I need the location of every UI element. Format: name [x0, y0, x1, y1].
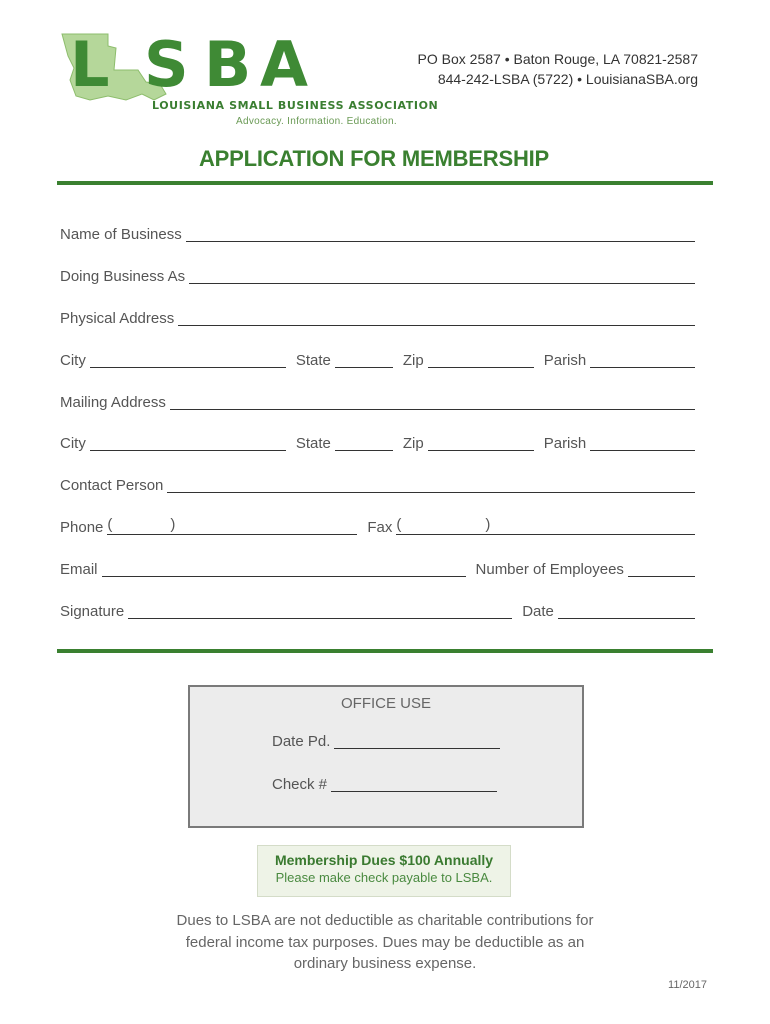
revision-date: 11/2017 — [668, 979, 707, 991]
state-label: State — [295, 435, 331, 452]
date-label: Date — [522, 603, 554, 620]
tax-note — [0, 910, 770, 975]
date-paid-label: Date Pd. — [272, 733, 331, 750]
zip-label: Zip — [402, 352, 424, 369]
date-paid-row — [272, 733, 500, 751]
phone-field[interactable] — [107, 518, 357, 535]
logo-letter-b: B — [204, 28, 252, 101]
city-label: City — [60, 435, 86, 452]
mailing-address-field[interactable] — [170, 395, 695, 410]
logo-letter-l: L — [70, 28, 110, 101]
signature-date-row — [60, 599, 695, 621]
email-field[interactable] — [102, 562, 466, 577]
parish-field[interactable] — [590, 353, 695, 368]
check-number-field[interactable] — [331, 777, 497, 792]
doing-business-as-row — [60, 264, 695, 286]
city-field[interactable] — [90, 353, 286, 368]
physical-address-row — [60, 306, 695, 328]
tax-note-line-3: ordinary business expense. — [293, 955, 477, 972]
office-use-heading: OFFICE USE — [340, 695, 431, 712]
signature-field[interactable] — [128, 604, 512, 619]
state-field[interactable] — [335, 353, 393, 368]
dues-title: Membership Dues $100 Annually — [274, 852, 494, 868]
name-of-business-label: Name of Business — [60, 226, 182, 243]
contact-person-label: Contact Person — [60, 477, 164, 494]
phone-label: Phone — [60, 519, 104, 536]
fax-area-open: ( — [396, 516, 402, 533]
parish-field[interactable] — [590, 436, 695, 451]
logo-subtitle: LOUISIANA SMALL BUSINESS ASSOCIATION — [152, 99, 439, 112]
doing-business-as-label: Doing Business As — [60, 268, 186, 285]
city-field[interactable] — [90, 436, 286, 451]
state-label: State — [295, 352, 331, 369]
check-number-row — [272, 776, 497, 794]
city-label: City — [60, 352, 86, 369]
mailing-city-row — [60, 431, 695, 453]
logo-tagline: Advocacy. Information. Education. — [236, 116, 397, 127]
logo-letter-a: A — [260, 28, 308, 101]
email-employees-row — [60, 557, 695, 579]
dues-subtitle: Please make check payable to LSBA. — [275, 870, 493, 885]
zip-label: Zip — [402, 435, 424, 452]
office-use-box — [188, 685, 584, 828]
phone-area-open: ( — [107, 516, 113, 533]
page-title: APPLICATION FOR MEMBERSHIP — [198, 146, 550, 171]
bottom-divider — [57, 649, 713, 653]
physical-city-row — [60, 348, 695, 370]
email-label: Email — [60, 561, 98, 578]
address-line-1: PO Box 2587 • Baton Rouge, LA 70821-2587 — [417, 51, 698, 67]
tax-note-line-1: Dues to LSBA are not deductible as charitable contributions for — [176, 912, 594, 929]
doing-business-as-field[interactable] — [189, 269, 695, 284]
number-of-employees-field[interactable] — [628, 562, 695, 577]
date-field[interactable] — [558, 604, 695, 619]
zip-field[interactable] — [428, 436, 534, 451]
parish-label: Parish — [543, 352, 587, 369]
membership-dues-box — [257, 845, 511, 897]
contact-person-field[interactable] — [167, 478, 695, 493]
phone-area-close: ) — [170, 516, 176, 533]
top-divider — [57, 181, 713, 185]
name-of-business-field[interactable] — [186, 227, 695, 242]
mailing-address-label: Mailing Address — [60, 394, 166, 411]
zip-field[interactable] — [428, 353, 534, 368]
mailing-address-row — [60, 390, 695, 412]
lsba-logo — [56, 28, 439, 128]
logo-letter-s: S — [144, 28, 189, 101]
name-of-business-row — [60, 222, 695, 244]
phone-fax-row — [60, 515, 695, 537]
state-field[interactable] — [335, 436, 393, 451]
check-number-label: Check # — [272, 776, 328, 793]
fax-field[interactable] — [396, 518, 695, 535]
number-of-employees-label: Number of Employees — [475, 561, 624, 578]
signature-label: Signature — [60, 603, 125, 620]
contact-person-row — [60, 473, 695, 495]
date-paid-field[interactable] — [334, 734, 500, 749]
fax-area-close: ) — [485, 516, 491, 533]
physical-address-label: Physical Address — [60, 310, 175, 327]
parish-label: Parish — [543, 435, 587, 452]
physical-address-field[interactable] — [178, 311, 695, 326]
address-line-2: 844-242-LSBA (5722) • LouisianaSBA.org — [437, 71, 698, 87]
fax-label: Fax — [367, 519, 393, 536]
tax-note-line-2: federal income tax purposes. Dues may be deductible as an — [185, 933, 585, 951]
